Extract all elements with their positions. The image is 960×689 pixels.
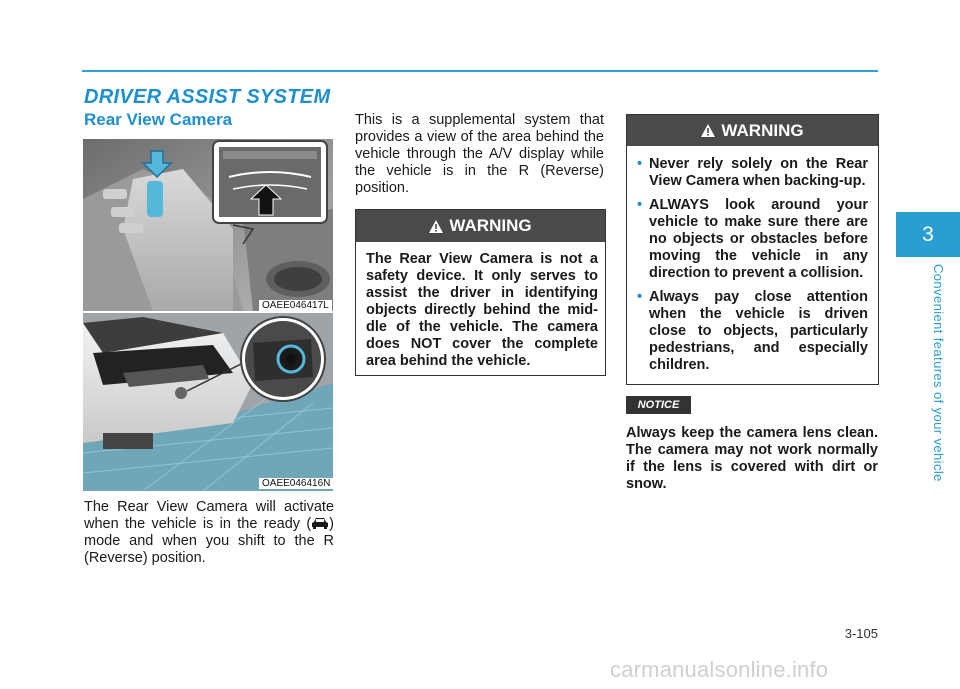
notice-text: Always keep the camera lens clean. The camera may not work normally if the lens is covered with dirt or snow. xyxy=(626,425,878,492)
warning-list-item: • Always pay close attention when the vehicle is driven close to objects, particularly pedestrians, and especially children. xyxy=(637,289,868,374)
notice-label: NOTICE xyxy=(626,396,691,414)
warning-list xyxy=(637,156,868,374)
warning-triangle-icon xyxy=(701,124,715,137)
page-number: 3-105 xyxy=(844,626,878,641)
page-subheading: Rear View Camera xyxy=(84,110,233,129)
section-title: DRIVER ASSIST SYSTEM xyxy=(84,86,331,108)
figure-code-1: OAEE046417L xyxy=(259,300,332,311)
paragraph-text: ) mode and when you shift to the R (Reverse) position. xyxy=(84,516,334,566)
watermark: carmanualsonline.info xyxy=(610,657,829,682)
warning-triangle-icon xyxy=(429,220,443,233)
system-description-paragraph: This is a supplemental system that provides a view of the area behind the vehicle through the A/V display while the vehicle is in the R (Reverse) position. xyxy=(355,112,604,196)
chapter-title-vertical xyxy=(931,264,946,494)
warning-list-item: • ALWAYS look around your vehicle to make sure there are no objects or obstacles before moving the vehicle in any direction to prevent a collision. xyxy=(637,197,868,282)
header-rule xyxy=(82,70,878,72)
gear-selector-figure xyxy=(83,139,333,311)
chapter-title: Convenient features of your vehicle xyxy=(931,264,946,482)
warning-header xyxy=(356,210,605,242)
warning-text: The Rear View Camera is not a safety device. It only serves to assist the driver in identifying objects directly behind the mid-dle of the vehicle. The camera does NOT cover the complete area behind the vehicle. xyxy=(366,251,598,369)
warning-list-item: • Never rely solely on the Rear View Camera when backing-up. xyxy=(637,156,868,190)
warning-header xyxy=(627,115,878,146)
gear-selector-illustration xyxy=(83,139,333,311)
car-ready-icon xyxy=(311,516,329,530)
warning-title: WARNING xyxy=(721,120,804,140)
warning-list-container xyxy=(627,146,878,374)
rear-vehicle-illustration xyxy=(83,313,333,491)
paragraph-text: The Rear View Camera will activate when the vehicle is in the ready ( xyxy=(84,499,334,532)
chapter-tab: 3 xyxy=(896,212,960,257)
warning-title: WARNING xyxy=(449,216,532,235)
figure-code-2: OAEE046416N xyxy=(259,478,333,489)
camera-activation-paragraph xyxy=(84,499,334,567)
warning-box-1 xyxy=(355,209,606,376)
warning-box-2 xyxy=(626,114,879,385)
rear-camera-figure xyxy=(83,313,333,491)
